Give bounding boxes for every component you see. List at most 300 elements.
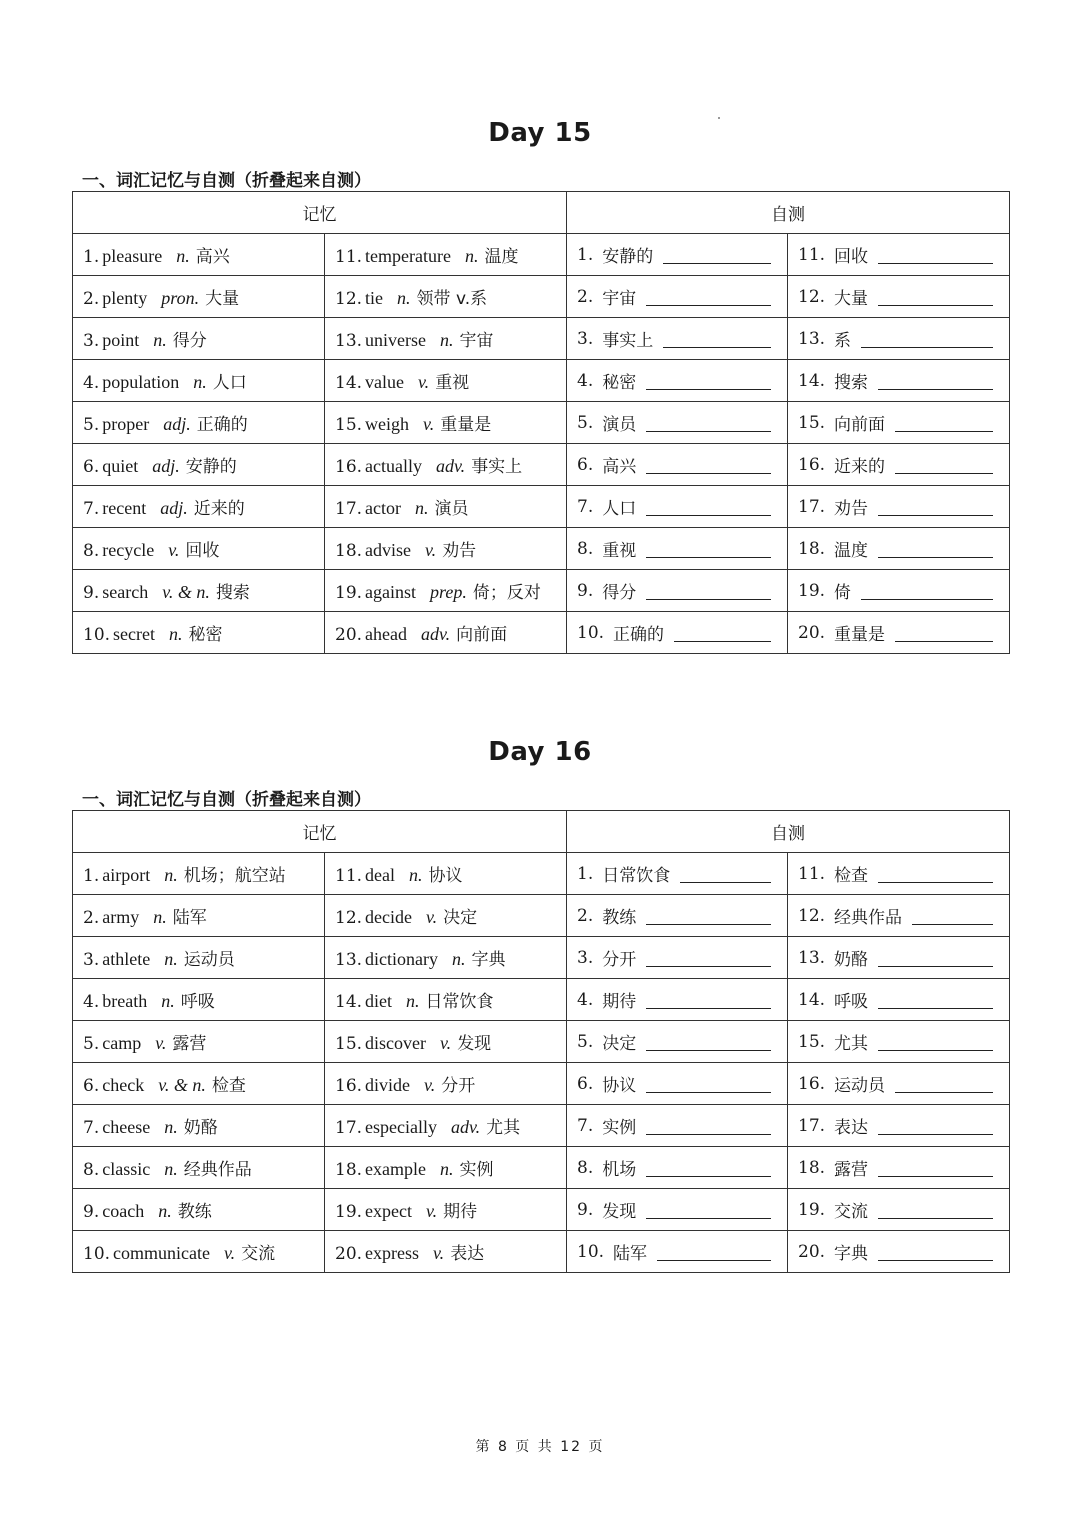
item-number: 2. <box>577 286 594 307</box>
memory-cell <box>73 1021 325 1063</box>
item-number: 18. <box>798 1157 826 1178</box>
answer-blank[interactable] <box>663 329 771 348</box>
english-word: example <box>365 1159 427 1179</box>
answer-blank[interactable] <box>895 1074 993 1093</box>
test-prompt: 事实上 <box>602 331 654 351</box>
test-cell <box>788 1063 1010 1105</box>
part-of-speech: n. <box>164 1159 178 1179</box>
answer-blank[interactable] <box>878 1242 993 1261</box>
test-prompt: 近来的 <box>834 457 886 477</box>
chinese-meaning: 字典 <box>471 950 506 970</box>
answer-blank[interactable] <box>895 413 993 432</box>
item-number: 12. <box>335 289 363 309</box>
test-cell <box>788 528 1010 570</box>
table-row <box>73 1147 1010 1189</box>
item-number: 13. <box>335 950 363 970</box>
answer-blank[interactable] <box>646 1032 771 1051</box>
part-of-speech: n. <box>158 1201 172 1221</box>
english-word: expect <box>365 1201 413 1221</box>
chinese-meaning: 交流 <box>241 1244 276 1264</box>
part-of-speech: v. <box>168 540 180 560</box>
memory-cell <box>73 444 325 486</box>
chinese-meaning: 发现 <box>457 1034 492 1054</box>
part-of-speech: n. <box>153 907 167 927</box>
item-number: 12. <box>798 905 826 926</box>
test-item <box>577 620 777 645</box>
test-item <box>577 987 777 1012</box>
item-number: 3. <box>83 331 100 351</box>
part-of-speech: v. & n. <box>158 1075 206 1095</box>
part-of-speech: adj. <box>152 456 180 476</box>
english-word: quiet <box>102 456 139 476</box>
chinese-meaning: 倚；反对 <box>472 583 541 603</box>
test-cell <box>788 895 1010 937</box>
table-row <box>73 895 1010 937</box>
english-word: recent <box>102 498 147 518</box>
header-memory: 记忆 <box>73 192 567 234</box>
test-item <box>798 284 999 309</box>
test-cell <box>788 612 1010 654</box>
memory-cell <box>325 234 567 276</box>
table-row <box>73 402 1010 444</box>
english-word: army <box>102 907 140 927</box>
item-number: 17. <box>798 1115 826 1136</box>
answer-blank[interactable] <box>663 245 771 264</box>
english-word: coach <box>102 1201 145 1221</box>
part-of-speech: n. <box>440 1159 454 1179</box>
item-number: 17. <box>798 496 826 517</box>
english-word: communicate <box>113 1243 211 1263</box>
table-row <box>73 612 1010 654</box>
item-number: 13. <box>335 331 363 351</box>
answer-blank[interactable] <box>646 1158 771 1177</box>
table-row <box>73 360 1010 402</box>
test-item <box>577 536 777 561</box>
memory-cell <box>325 1063 567 1105</box>
test-prompt: 高兴 <box>602 457 637 477</box>
item-number: 3. <box>83 950 100 970</box>
part-of-speech: n. <box>153 330 167 350</box>
item-number: 7. <box>577 496 594 517</box>
test-cell <box>567 1189 788 1231</box>
item-number: 19. <box>798 1199 826 1220</box>
english-word: classic <box>102 1159 151 1179</box>
test-cell <box>567 486 788 528</box>
test-item <box>798 1239 999 1264</box>
test-cell <box>567 570 788 612</box>
memory-cell <box>325 444 567 486</box>
test-item <box>798 1071 999 1096</box>
test-item <box>798 861 999 886</box>
test-prompt: 系 <box>834 331 852 351</box>
memory-cell <box>325 528 567 570</box>
test-cell <box>788 234 1010 276</box>
day-title: Day 16 <box>488 737 592 767</box>
test-prompt: 倚 <box>834 583 852 603</box>
test-cell <box>788 937 1010 979</box>
answer-blank[interactable] <box>878 990 993 1009</box>
memory-cell <box>73 234 325 276</box>
item-number: 16. <box>798 1073 826 1094</box>
part-of-speech: v. & n. <box>162 582 210 602</box>
memory-cell <box>73 402 325 444</box>
item-number: 15. <box>335 1034 363 1054</box>
part-of-speech: n. <box>164 1117 178 1137</box>
test-cell <box>788 853 1010 895</box>
item-number: 4. <box>83 373 100 393</box>
chinese-meaning: 得分 <box>172 331 207 351</box>
english-word: search <box>102 582 149 602</box>
english-word: express <box>365 1243 420 1263</box>
answer-blank[interactable] <box>646 1116 771 1135</box>
test-item <box>798 242 999 267</box>
test-cell <box>567 360 788 402</box>
item-number: 13. <box>798 328 826 349</box>
item-number: 17. <box>335 499 363 519</box>
answer-blank[interactable] <box>912 906 993 925</box>
chinese-meaning: 检查 <box>211 1076 246 1096</box>
table-row <box>73 1231 1010 1273</box>
test-cell <box>567 1021 788 1063</box>
memory-cell <box>73 612 325 654</box>
test-cell <box>567 444 788 486</box>
english-word: weigh <box>365 414 410 434</box>
test-prompt: 表达 <box>834 1118 869 1138</box>
chinese-meaning: 演员 <box>434 499 469 519</box>
section-title: 一、词汇记忆与自测（折叠起来自测） <box>82 790 371 810</box>
test-cell <box>567 318 788 360</box>
table-row <box>73 1105 1010 1147</box>
test-item <box>798 326 999 351</box>
test-cell <box>788 318 1010 360</box>
answer-blank[interactable] <box>878 1200 993 1219</box>
memory-cell <box>325 318 567 360</box>
item-number: 16. <box>798 454 826 475</box>
answer-blank[interactable] <box>878 948 993 967</box>
header-row <box>73 811 1010 853</box>
test-item <box>798 536 999 561</box>
test-prompt: 温度 <box>834 541 869 561</box>
item-number: 18. <box>335 1160 363 1180</box>
test-prompt: 搜索 <box>834 373 869 393</box>
english-word: dictionary <box>365 949 439 969</box>
item-number: 4. <box>577 370 594 391</box>
item-number: 2. <box>577 905 594 926</box>
table-row <box>73 937 1010 979</box>
chinese-meaning: 大量 <box>205 289 240 309</box>
test-prompt: 协议 <box>602 1076 637 1096</box>
english-word: airport <box>102 865 151 885</box>
answer-blank[interactable] <box>646 990 771 1009</box>
answer-blank[interactable] <box>646 539 771 558</box>
answer-blank[interactable] <box>646 1200 771 1219</box>
part-of-speech: v. <box>418 372 430 392</box>
item-number: 15. <box>335 415 363 435</box>
test-item <box>577 284 777 309</box>
test-prompt: 经典作品 <box>834 908 903 928</box>
test-item <box>798 903 999 928</box>
item-number: 10. <box>577 622 605 643</box>
part-of-speech: n. <box>164 865 178 885</box>
memory-cell <box>325 570 567 612</box>
answer-blank[interactable] <box>895 623 993 642</box>
answer-blank[interactable] <box>657 1242 771 1261</box>
item-number: 11. <box>335 247 363 267</box>
answer-blank[interactable] <box>646 287 771 306</box>
test-item <box>798 1155 999 1180</box>
chinese-meaning: 人口 <box>212 373 247 393</box>
item-number: 1. <box>83 247 100 267</box>
table-row <box>73 528 1010 570</box>
part-of-speech: v. <box>423 414 435 434</box>
item-number: 17. <box>335 1118 363 1138</box>
item-number: 16. <box>335 457 363 477</box>
item-number: 6. <box>577 1073 594 1094</box>
test-item <box>577 945 777 970</box>
item-number: 6. <box>83 457 100 477</box>
memory-cell <box>325 1105 567 1147</box>
test-prompt: 交流 <box>834 1202 869 1222</box>
part-of-speech: v. <box>424 1075 436 1095</box>
item-number: 11. <box>335 866 363 886</box>
section-title: 一、词汇记忆与自测（折叠起来自测） <box>82 171 371 191</box>
memory-cell <box>73 276 325 318</box>
memory-cell <box>73 1105 325 1147</box>
item-number: 14. <box>335 992 363 1012</box>
answer-blank[interactable] <box>646 581 771 600</box>
item-number: 19. <box>335 1202 363 1222</box>
part-of-speech: n. <box>164 949 178 969</box>
item-number: 10. <box>83 1244 111 1264</box>
test-cell <box>788 979 1010 1021</box>
item-number: 5. <box>577 1031 594 1052</box>
test-item <box>577 452 777 477</box>
table-row <box>73 570 1010 612</box>
chinese-meaning: 实例 <box>459 1160 494 1180</box>
part-of-speech: n. <box>465 246 479 266</box>
answer-blank[interactable] <box>646 906 771 925</box>
answer-blank[interactable] <box>878 864 993 883</box>
chinese-meaning: 机场；航空站 <box>183 866 286 886</box>
item-number: 1. <box>83 866 100 886</box>
test-prompt: 奶酪 <box>834 950 869 970</box>
item-number: 1. <box>577 244 594 265</box>
answer-blank[interactable] <box>646 1074 771 1093</box>
item-number: 19. <box>798 580 826 601</box>
answer-blank[interactable] <box>878 245 993 264</box>
test-cell <box>788 1021 1010 1063</box>
table-row <box>73 444 1010 486</box>
header-test: 自测 <box>567 192 1010 234</box>
test-prompt: 宇宙 <box>602 289 637 309</box>
test-cell <box>788 276 1010 318</box>
memory-cell <box>73 1147 325 1189</box>
item-number: 2. <box>83 289 100 309</box>
answer-blank[interactable] <box>878 287 993 306</box>
answer-blank[interactable] <box>646 455 771 474</box>
item-number: 20. <box>335 1244 363 1264</box>
page-footer: 第 8 页 共 12 页 <box>475 1439 605 1455</box>
test-item <box>798 1113 999 1138</box>
english-word: universe <box>365 330 427 350</box>
part-of-speech: v. <box>426 1201 438 1221</box>
item-number: 12. <box>798 286 826 307</box>
test-prompt: 大量 <box>834 289 869 309</box>
answer-blank[interactable] <box>895 455 993 474</box>
chinese-meaning: 秘密 <box>188 625 223 645</box>
test-prompt: 陆军 <box>613 1244 648 1264</box>
test-prompt: 得分 <box>602 583 637 603</box>
part-of-speech: adv. <box>451 1117 481 1137</box>
test-prompt: 发现 <box>602 1202 637 1222</box>
header-memory: 记忆 <box>73 811 567 853</box>
chinese-meaning: 搜索 <box>215 583 250 603</box>
item-number: 7. <box>83 499 100 519</box>
item-number: 5. <box>83 415 100 435</box>
memory-cell <box>325 360 567 402</box>
test-prompt: 重量是 <box>834 625 886 645</box>
english-word: actually <box>365 456 423 476</box>
memory-cell <box>73 1063 325 1105</box>
test-cell <box>567 234 788 276</box>
test-item <box>798 494 999 519</box>
item-number: 15. <box>798 412 826 433</box>
test-item <box>577 494 777 519</box>
test-cell <box>567 979 788 1021</box>
test-cell <box>567 1147 788 1189</box>
test-prompt: 教练 <box>602 908 637 928</box>
chinese-meaning: 经典作品 <box>183 1160 252 1180</box>
item-number: 16. <box>335 1076 363 1096</box>
part-of-speech: adv. <box>436 456 466 476</box>
test-cell <box>567 1231 788 1273</box>
answer-blank[interactable] <box>861 329 993 348</box>
test-item <box>798 410 999 435</box>
answer-blank[interactable] <box>646 371 771 390</box>
test-item <box>798 452 999 477</box>
answer-blank[interactable] <box>674 623 771 642</box>
test-prompt: 向前面 <box>834 415 886 435</box>
english-word: tie <box>365 288 384 308</box>
answer-blank[interactable] <box>646 948 771 967</box>
test-item <box>577 1029 777 1054</box>
english-word: breath <box>102 991 148 1011</box>
test-prompt: 重视 <box>602 541 637 561</box>
memory-cell <box>73 1189 325 1231</box>
item-number: 14. <box>798 370 826 391</box>
answer-blank[interactable] <box>878 1158 993 1177</box>
test-cell <box>567 937 788 979</box>
part-of-speech: n. <box>406 991 420 1011</box>
table-row <box>73 318 1010 360</box>
test-cell <box>788 360 1010 402</box>
table-row <box>73 234 1010 276</box>
part-of-speech: pron. <box>161 288 200 308</box>
test-cell <box>788 486 1010 528</box>
part-of-speech: n. <box>193 372 207 392</box>
memory-cell <box>325 276 567 318</box>
item-number: 3. <box>577 328 594 349</box>
day-title: Day 15 <box>488 118 592 148</box>
english-word: discover <box>365 1033 427 1053</box>
memory-cell <box>325 1021 567 1063</box>
test-item <box>798 1029 999 1054</box>
answer-blank[interactable] <box>878 539 993 558</box>
item-number: 8. <box>577 538 594 559</box>
item-number: 6. <box>577 454 594 475</box>
test-prompt: 露营 <box>834 1160 869 1180</box>
english-word: against <box>365 582 417 602</box>
item-number: 2. <box>83 908 100 928</box>
answer-blank[interactable] <box>680 864 771 883</box>
item-number: 4. <box>83 992 100 1012</box>
part-of-speech: v. <box>433 1243 445 1263</box>
test-prompt: 决定 <box>602 1034 637 1054</box>
test-item <box>577 903 777 928</box>
answer-blank[interactable] <box>646 413 771 432</box>
test-item <box>577 1155 777 1180</box>
test-prompt: 检查 <box>834 866 869 886</box>
part-of-speech: n. <box>452 949 466 969</box>
answer-blank[interactable] <box>878 1116 993 1135</box>
table-row <box>73 853 1010 895</box>
test-prompt: 实例 <box>602 1118 637 1138</box>
answer-blank[interactable] <box>878 371 993 390</box>
english-word: camp <box>102 1033 142 1053</box>
test-prompt: 分开 <box>602 950 637 970</box>
test-item <box>577 1197 777 1222</box>
chinese-meaning: 运动员 <box>183 950 235 970</box>
item-number: 5. <box>83 1034 100 1054</box>
item-number: 18. <box>798 538 826 559</box>
test-prompt: 正确的 <box>613 625 665 645</box>
item-number: 1. <box>577 863 594 884</box>
chinese-meaning: 表达 <box>450 1244 485 1264</box>
table-row <box>73 979 1010 1021</box>
item-number: 10. <box>83 625 111 645</box>
memory-cell <box>73 318 325 360</box>
answer-blank[interactable] <box>861 581 993 600</box>
english-word: advise <box>365 540 412 560</box>
english-word: population <box>102 372 180 392</box>
memory-cell <box>325 402 567 444</box>
memory-cell <box>73 486 325 528</box>
memory-cell <box>325 1231 567 1273</box>
answer-blank[interactable] <box>878 1032 993 1051</box>
test-prompt: 运动员 <box>834 1076 886 1096</box>
vocab-table <box>72 810 1010 1273</box>
chinese-meaning: 劝告 <box>442 541 477 561</box>
test-prompt: 呼吸 <box>834 992 869 1012</box>
english-word: decide <box>365 907 413 927</box>
english-word: cheese <box>102 1117 151 1137</box>
memory-cell <box>73 853 325 895</box>
answer-blank[interactable] <box>878 497 993 516</box>
part-of-speech: v. <box>425 540 437 560</box>
item-number: 20. <box>335 625 363 645</box>
test-cell <box>567 402 788 444</box>
english-word: divide <box>365 1075 411 1095</box>
item-number: 10. <box>577 1241 605 1262</box>
item-number: 8. <box>577 1157 594 1178</box>
test-cell <box>788 402 1010 444</box>
chinese-meaning: 温度 <box>484 247 519 267</box>
item-number: 7. <box>83 1118 100 1138</box>
item-number: 11. <box>798 244 826 265</box>
answer-blank[interactable] <box>646 497 771 516</box>
chinese-meaning: 奶酪 <box>183 1118 218 1138</box>
test-prompt: 回收 <box>834 247 869 267</box>
